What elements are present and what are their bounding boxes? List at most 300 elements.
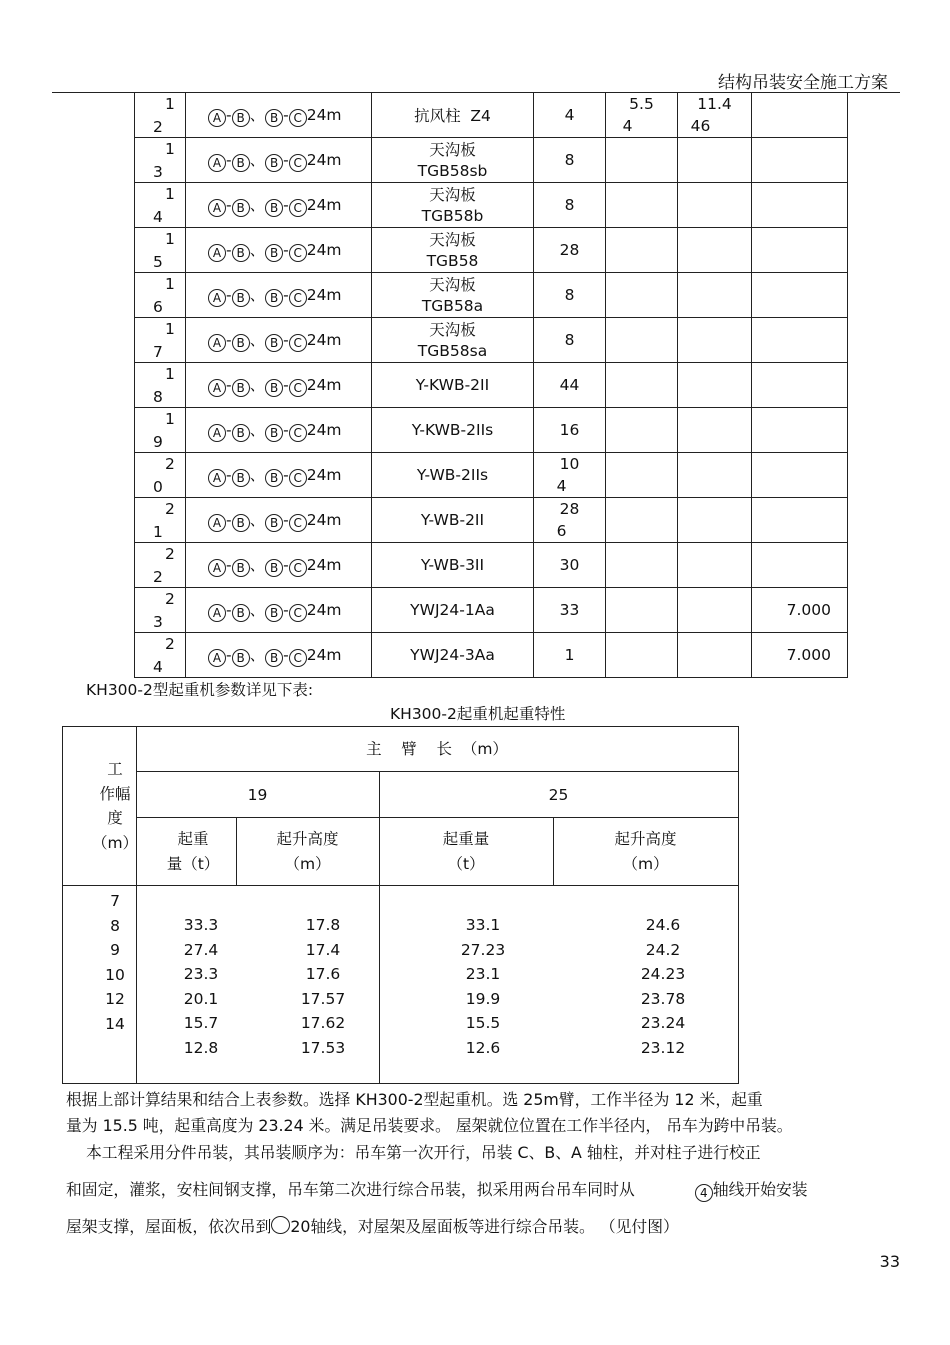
- axis-span: 24m: [306, 421, 342, 439]
- component-row: [135, 138, 848, 183]
- component-code: TGB58a: [421, 297, 484, 315]
- component-name: Y-WB-3II: [420, 556, 485, 574]
- seq-cell: [135, 453, 186, 498]
- axis-b-marker: B: [265, 154, 283, 172]
- component-row: [135, 633, 848, 678]
- axis-dash: -: [283, 196, 289, 214]
- axis-b-marker: B: [265, 379, 283, 397]
- axis-dash: -: [226, 511, 232, 529]
- value-3-cell: [752, 633, 848, 678]
- axis-separator: 、: [249, 286, 266, 304]
- seq-digit-2: 0: [153, 478, 163, 496]
- paragraph-2-line-3-text: 屋架支撑，屋面板，依次吊到: [66, 1217, 272, 1236]
- component-count: 33: [559, 601, 580, 619]
- axis-b-marker: B: [232, 514, 250, 532]
- axis-b-marker: B: [232, 154, 250, 172]
- axis-dash: -: [283, 241, 289, 259]
- axis-b-marker: B: [265, 649, 283, 667]
- seq-digit-2: 4: [153, 208, 163, 226]
- component-count: 28: [559, 500, 580, 518]
- component-value-3: 7.000: [786, 646, 831, 664]
- value-3-cell: [752, 498, 848, 543]
- axis-cell: [186, 453, 372, 498]
- component-name: YWJ24-3Aa: [410, 646, 495, 664]
- axis-c-marker: C: [289, 379, 307, 397]
- count-cell: [534, 183, 606, 228]
- axis-b-marker: B: [265, 559, 283, 577]
- axis-c-marker: C: [289, 604, 307, 622]
- seq-digit-1: 2: [165, 500, 175, 518]
- axis-separator: 、: [249, 511, 266, 529]
- weight-19-header: 起重 量（t）: [166, 830, 220, 873]
- component-value-3: 7.000: [786, 601, 831, 619]
- name-cell: [372, 588, 534, 633]
- component-count: 4: [564, 106, 575, 124]
- component-code: TGB58sa: [417, 342, 488, 360]
- axis-c-marker: C: [289, 289, 307, 307]
- crane-characteristics-table: [62, 726, 739, 1084]
- axis-cell: [186, 318, 372, 363]
- value-1-cell: [606, 363, 678, 408]
- count-cell: [534, 408, 606, 453]
- axis-separator: 、: [249, 466, 266, 484]
- axis-dash: -: [283, 556, 289, 574]
- axis-a-marker: A: [208, 199, 226, 217]
- component-name: YWJ24-1Aa: [410, 601, 495, 619]
- value-1-cell: [606, 138, 678, 183]
- boom-25-header: 25: [548, 786, 569, 804]
- paragraph-2-line-3-tail: 20轴线，对屋架及屋面板等进行综合吊装。 （见付图）: [290, 1217, 679, 1236]
- axis-a-marker: A: [208, 514, 226, 532]
- paragraph-1-line-2: 量为 15.5 吨，起重高度为 23.24 米。满足吊装要求。 屋架就位位置在工作半径内， 吊车为跨中吊装。: [66, 1116, 793, 1135]
- axis-dash: -: [226, 241, 232, 259]
- axis-separator: 、: [249, 151, 266, 169]
- axis-c-marker: C: [289, 559, 307, 577]
- axis-dash: -: [226, 556, 232, 574]
- axis-c-marker: C: [289, 154, 307, 172]
- axis-separator: 、: [249, 241, 266, 259]
- seq-cell: [135, 93, 186, 138]
- axis-dash: -: [283, 421, 289, 439]
- value-1-cell: [606, 273, 678, 318]
- axis-cell: [186, 93, 372, 138]
- component-table: [134, 93, 848, 678]
- value-2-cell: [678, 453, 752, 498]
- radius-header: 工 作幅 度 （m）: [91, 760, 139, 852]
- paragraph-2-line-2: [66, 1177, 896, 1202]
- count-cell: [534, 363, 606, 408]
- axis-cell: [186, 363, 372, 408]
- seq-digit-2: 5: [153, 253, 163, 271]
- axis-b-marker: B: [232, 649, 250, 667]
- paragraph-2-line-3: [66, 1214, 896, 1237]
- axis-dash: -: [226, 601, 232, 619]
- axis-separator: 、: [249, 376, 266, 394]
- axis-span: 24m: [306, 196, 342, 214]
- value-1-cell: [606, 228, 678, 273]
- value-1-cell: [606, 93, 678, 138]
- axis-dash: -: [226, 196, 232, 214]
- value-2-cell: [678, 183, 752, 228]
- value-3-cell: [752, 273, 848, 318]
- value-3-cell: [752, 228, 848, 273]
- seq-digit-1: 1: [165, 185, 175, 203]
- value-3-cell: [752, 318, 848, 363]
- axis-dash: -: [226, 106, 232, 124]
- height-25-values: 24.6 24.2 24.23 23.78 23.24 23.12: [640, 916, 686, 1057]
- seq-digit-1: 1: [165, 365, 175, 383]
- value-2-cell: [678, 228, 752, 273]
- paragraph-2-line-2-text: 和固定，灌浆，安柱间钢支撑，吊车第二次进行综合吊装，拟采用两台吊车同时从: [66, 1180, 635, 1199]
- component-row: [135, 543, 848, 588]
- crane-table-caption: KH300-2起重机起重特性: [390, 705, 566, 723]
- value-2-cell: [678, 408, 752, 453]
- axis-separator: 、: [249, 331, 266, 349]
- name-cell: [372, 498, 534, 543]
- seq-cell: [135, 273, 186, 318]
- seq-digit-2: 3: [153, 163, 163, 181]
- component-count: 28: [559, 241, 580, 259]
- seq-cell: [135, 318, 186, 363]
- axis-separator: 、: [249, 556, 266, 574]
- radius-values: 7 8 9 10 12 14: [105, 892, 125, 1033]
- value-1-cell: [606, 453, 678, 498]
- component-name: Y-KWB-2II: [415, 376, 490, 394]
- axis-4-marker: 4: [695, 1184, 713, 1202]
- component-row: [135, 408, 848, 453]
- axis-dash: -: [226, 421, 232, 439]
- axis-b-marker: B: [232, 334, 250, 352]
- component-count: 8: [564, 151, 575, 169]
- axis-b-marker: B: [232, 559, 250, 577]
- count-cell: [534, 318, 606, 363]
- axis-span: 24m: [306, 646, 342, 664]
- component-count: 16: [559, 421, 580, 439]
- height-25-header: 起升高度 （m）: [614, 830, 677, 873]
- height-19-values: 17.8 17.4 17.6 17.57 17.62 17.53: [300, 916, 346, 1057]
- component-count-wrap: 6: [556, 522, 567, 540]
- axis-cell: [186, 543, 372, 588]
- seq-cell: [135, 408, 186, 453]
- axis-dash: -: [283, 331, 289, 349]
- axis-b-marker: B: [232, 244, 250, 262]
- name-cell: [372, 633, 534, 678]
- axis-c-marker: C: [289, 514, 307, 532]
- seq-cell: [135, 228, 186, 273]
- seq-digit-2: 3: [153, 613, 163, 631]
- value-3-cell: [752, 588, 848, 633]
- component-code: TGB58b: [421, 207, 484, 225]
- component-row: [135, 93, 848, 138]
- value-3-cell: [752, 183, 848, 228]
- component-code: TGB58: [426, 252, 479, 270]
- value-2-cell: [678, 318, 752, 363]
- seq-digit-2: 9: [153, 433, 163, 451]
- axis-cell: [186, 273, 372, 318]
- axis-dash: -: [283, 286, 289, 304]
- axis-a-marker: A: [208, 334, 226, 352]
- component-row: [135, 588, 848, 633]
- component-row: [135, 498, 848, 543]
- component-count: 8: [564, 331, 575, 349]
- axis-separator: 、: [249, 646, 266, 664]
- axis-span: 24m: [306, 511, 342, 529]
- value-1-cell: [606, 318, 678, 363]
- axis-separator: 、: [249, 601, 266, 619]
- component-value-2: 11.4: [697, 95, 732, 113]
- name-cell: [372, 543, 534, 588]
- seq-digit-2: 1: [153, 523, 163, 541]
- seq-digit-1: 1: [165, 410, 175, 428]
- axis-a-marker: A: [208, 559, 226, 577]
- axis-span: 24m: [306, 376, 342, 394]
- component-name: Y-WB-2II: [420, 511, 485, 529]
- name-cell: [372, 318, 534, 363]
- axis-cell: [186, 228, 372, 273]
- axis-b-marker: B: [232, 604, 250, 622]
- component-value-2-wrap: 46: [690, 117, 711, 135]
- axis-cell: [186, 498, 372, 543]
- axis-separator: 、: [249, 421, 266, 439]
- axis-dash: -: [283, 376, 289, 394]
- axis-dash: -: [226, 286, 232, 304]
- axis-cell: [186, 138, 372, 183]
- axis-c-marker: C: [289, 244, 307, 262]
- value-1-cell: [606, 543, 678, 588]
- value-2-cell: [678, 633, 752, 678]
- axis-b-marker: B: [265, 604, 283, 622]
- count-cell: [534, 498, 606, 543]
- value-3-cell: [752, 453, 848, 498]
- axis-a-marker: A: [208, 289, 226, 307]
- axis-span: 24m: [306, 466, 342, 484]
- seq-cell: [135, 498, 186, 543]
- axis-b-marker: B: [265, 109, 283, 127]
- weight-19-values: 33.3 27.4 23.3 20.1 15.7 12.8: [183, 916, 219, 1057]
- component-name: 天沟板: [429, 186, 476, 204]
- axis-dash: -: [283, 511, 289, 529]
- count-cell: [534, 93, 606, 138]
- axis-cell: [186, 408, 372, 453]
- name-cell: [372, 93, 534, 138]
- value-2-cell: [678, 588, 752, 633]
- name-cell: [372, 228, 534, 273]
- seq-digit-1: 2: [165, 545, 175, 563]
- axis-span: 24m: [306, 106, 342, 124]
- axis-span: 24m: [306, 241, 342, 259]
- component-name: 天沟板: [429, 141, 476, 159]
- value-1-cell: [606, 183, 678, 228]
- axis-b-marker: B: [265, 334, 283, 352]
- component-count-wrap: 4: [556, 477, 567, 495]
- axis-a-marker: A: [208, 469, 226, 487]
- seq-cell: [135, 543, 186, 588]
- axis-dash: -: [283, 646, 289, 664]
- component-value-1: 5.5: [629, 95, 654, 113]
- axis-dash: -: [283, 106, 289, 124]
- axis-a-marker: A: [208, 649, 226, 667]
- value-1-cell: [606, 498, 678, 543]
- page-number: 33: [879, 1252, 900, 1271]
- axis-c-marker: C: [289, 199, 307, 217]
- axis-c-marker: C: [289, 109, 307, 127]
- component-count: 8: [564, 196, 575, 214]
- axis-b-marker: B: [232, 469, 250, 487]
- paragraph-1-line-1: 根据上部计算结果和结合上表参数。选择 KH300-2型起重机。选 25m臂，工作半径为 12 米，起重: [66, 1090, 763, 1109]
- seq-cell: [135, 588, 186, 633]
- component-value-1-wrap: 4: [622, 117, 633, 135]
- axis-span: 24m: [306, 601, 342, 619]
- component-name: 天沟板: [429, 321, 476, 339]
- value-3-cell: [752, 408, 848, 453]
- component-count: 8: [564, 286, 575, 304]
- axis-b-marker: B: [232, 379, 250, 397]
- count-cell: [534, 633, 606, 678]
- seq-digit-1: 2: [165, 455, 175, 473]
- axis-dash: -: [283, 151, 289, 169]
- paragraph-2-line-1: 本工程采用分件吊装，其吊装顺序为：吊车第一次开行，吊装 C、B、A 轴柱，并对柱子进行校正: [86, 1143, 761, 1162]
- count-cell: [534, 273, 606, 318]
- component-name: Y-WB-2IIs: [416, 466, 489, 484]
- name-cell: [372, 408, 534, 453]
- seq-digit-2: 4: [153, 658, 163, 676]
- value-2-cell: [678, 498, 752, 543]
- component-row: [135, 273, 848, 318]
- boom-19-header: 19: [247, 786, 268, 804]
- axis-dash: -: [226, 646, 232, 664]
- axis-b-marker: B: [265, 469, 283, 487]
- axis-c-marker: C: [289, 469, 307, 487]
- axis-a-marker: A: [208, 424, 226, 442]
- seq-digit-1: 1: [165, 95, 175, 113]
- seq-cell: [135, 633, 186, 678]
- crane-intro-text: KH300-2型起重机参数详见下表:: [86, 681, 314, 699]
- name-cell: [372, 183, 534, 228]
- count-cell: [534, 543, 606, 588]
- component-code: TGB58sb: [417, 162, 488, 180]
- seq-digit-2: 7: [153, 343, 163, 361]
- component-count: 30: [559, 556, 580, 574]
- seq-digit-2: 2: [153, 118, 163, 136]
- seq-digit-2: 2: [153, 568, 163, 586]
- value-2-cell: [678, 93, 752, 138]
- value-3-cell: [752, 138, 848, 183]
- seq-digit-1: 1: [165, 320, 175, 338]
- value-3-cell: [752, 93, 848, 138]
- name-cell: [372, 363, 534, 408]
- axis-a-marker: A: [208, 109, 226, 127]
- axis-b-marker: B: [265, 289, 283, 307]
- axis-c-marker: C: [289, 424, 307, 442]
- axis-c-marker: C: [289, 649, 307, 667]
- name-cell: [372, 273, 534, 318]
- axis-a-marker: A: [208, 604, 226, 622]
- axis-span: 24m: [306, 331, 342, 349]
- count-cell: [534, 453, 606, 498]
- header-title: 结构吊装安全施工方案: [718, 73, 888, 93]
- component-name: 抗风柱 Z4: [414, 107, 491, 125]
- axis-dash: -: [283, 466, 289, 484]
- axis-dash: -: [283, 601, 289, 619]
- count-cell: [534, 228, 606, 273]
- weight-25-values: 33.1 27.23 23.1 19.9 15.5 12.6: [460, 916, 506, 1057]
- seq-cell: [135, 183, 186, 228]
- axis-cell: [186, 183, 372, 228]
- axis-dash: -: [226, 466, 232, 484]
- component-row: [135, 363, 848, 408]
- axis-cell: [186, 588, 372, 633]
- axis-b-marker: B: [265, 424, 283, 442]
- weight-25-header: 起重量 （t）: [442, 830, 490, 873]
- value-1-cell: [606, 588, 678, 633]
- seq-digit-1: 1: [165, 230, 175, 248]
- axis-b-marker: B: [265, 199, 283, 217]
- seq-cell: [135, 363, 186, 408]
- value-2-cell: [678, 543, 752, 588]
- name-cell: [372, 453, 534, 498]
- axis-b-marker: B: [232, 424, 250, 442]
- axis-a-marker: A: [208, 379, 226, 397]
- value-2-cell: [678, 273, 752, 318]
- component-count: 10: [559, 455, 580, 473]
- component-name: 天沟板: [429, 276, 476, 294]
- axis-circle-marker: [271, 1216, 290, 1234]
- value-2-cell: [678, 363, 752, 408]
- count-cell: [534, 138, 606, 183]
- axis-a-marker: A: [208, 244, 226, 262]
- seq-digit-2: 6: [153, 298, 163, 316]
- axis-dash: -: [226, 331, 232, 349]
- seq-digit-1: 1: [165, 140, 175, 158]
- seq-digit-2: 8: [153, 388, 163, 406]
- axis-b-marker: B: [265, 244, 283, 262]
- component-row: [135, 183, 848, 228]
- value-3-cell: [752, 363, 848, 408]
- count-cell: [534, 588, 606, 633]
- value-1-cell: [606, 633, 678, 678]
- axis-separator: 、: [249, 196, 266, 214]
- component-row: [135, 318, 848, 363]
- component-name: 天沟板: [429, 231, 476, 249]
- component-row: [135, 453, 848, 498]
- height-19-header: 起升高度 （m）: [276, 830, 339, 873]
- paragraph-2-line-2-tail: 轴线开始安装: [712, 1180, 808, 1199]
- axis-span: 24m: [306, 556, 342, 574]
- axis-span: 24m: [306, 151, 342, 169]
- axis-b-marker: B: [232, 109, 250, 127]
- axis-c-marker: C: [289, 334, 307, 352]
- value-1-cell: [606, 408, 678, 453]
- axis-b-marker: B: [232, 199, 250, 217]
- seq-digit-1: 1: [165, 275, 175, 293]
- axis-a-marker: A: [208, 154, 226, 172]
- seq-digit-1: 2: [165, 590, 175, 608]
- seq-cell: [135, 138, 186, 183]
- name-cell: [372, 138, 534, 183]
- boom-length-header: 主 臂 长 （m）: [366, 740, 508, 758]
- value-2-cell: [678, 138, 752, 183]
- axis-b-marker: B: [265, 514, 283, 532]
- axis-dash: -: [226, 151, 232, 169]
- axis-cell: [186, 633, 372, 678]
- seq-digit-1: 2: [165, 635, 175, 653]
- axis-b-marker: B: [232, 289, 250, 307]
- axis-span: 24m: [306, 286, 342, 304]
- value-3-cell: [752, 543, 848, 588]
- axis-separator: 、: [249, 106, 266, 124]
- component-name: Y-KWB-2IIs: [411, 421, 494, 439]
- component-count: 44: [559, 376, 580, 394]
